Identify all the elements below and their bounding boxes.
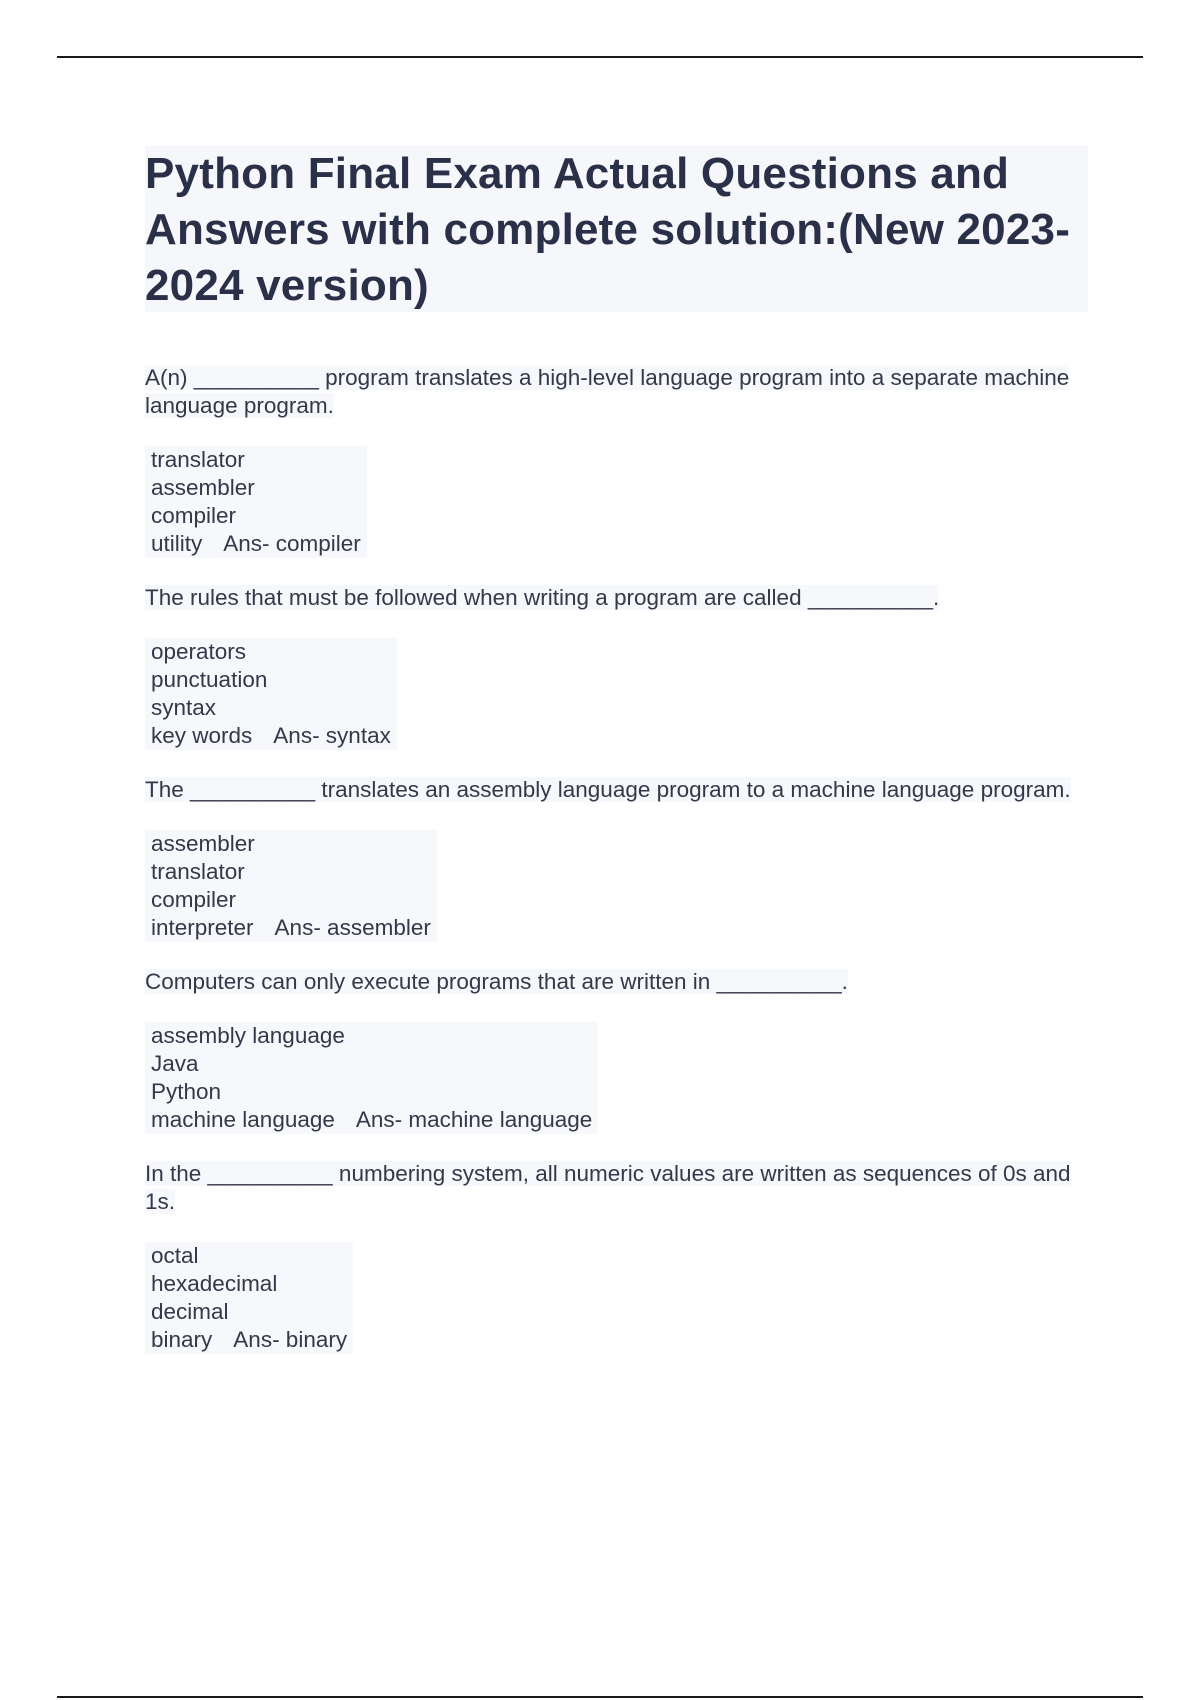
option-list bbox=[145, 446, 367, 558]
document-title: Python Final Exam Actual Questions and Answers with complete solution:(New 2023-2024 version) bbox=[145, 149, 1071, 310]
option-list bbox=[145, 830, 437, 942]
answer-text: Ans- assembler bbox=[274, 915, 431, 940]
question-text: The rules that must be followed when writing a program are called __________. bbox=[145, 585, 940, 610]
question-item bbox=[145, 1160, 1088, 1354]
question-item bbox=[145, 364, 1088, 558]
question-text: Computers can only execute programs that are written in __________. bbox=[145, 969, 848, 994]
option: operators bbox=[151, 639, 247, 664]
question-text: In the __________ numbering system, all numeric values are written as sequences of 0s and 1s. bbox=[145, 1161, 1071, 1214]
answer-text: Ans- binary bbox=[233, 1327, 348, 1352]
option: utility bbox=[151, 531, 203, 556]
answer-text: Ans- compiler bbox=[223, 531, 361, 556]
question-item bbox=[145, 968, 1088, 1134]
option: assembler bbox=[151, 831, 255, 856]
question-list bbox=[145, 364, 1088, 1354]
option: key words bbox=[151, 723, 253, 748]
option: hexadecimal bbox=[151, 1271, 278, 1296]
option: compiler bbox=[151, 503, 237, 528]
option: decimal bbox=[151, 1299, 229, 1324]
top-rule bbox=[57, 56, 1143, 58]
option: assembly language bbox=[151, 1023, 345, 1048]
question-text: The __________ translates an assembly language program to a machine language program. bbox=[145, 777, 1071, 802]
option-list bbox=[145, 638, 397, 750]
option: interpreter bbox=[151, 915, 254, 940]
question-item bbox=[145, 584, 1088, 750]
option: punctuation bbox=[151, 667, 268, 692]
option: Python bbox=[151, 1079, 222, 1104]
option-list bbox=[145, 1022, 598, 1134]
question-item bbox=[145, 776, 1088, 942]
answer-text: Ans- syntax bbox=[273, 723, 391, 748]
option: binary bbox=[151, 1327, 213, 1352]
option: octal bbox=[151, 1243, 199, 1268]
document-body bbox=[145, 146, 1088, 1380]
option: machine language bbox=[151, 1107, 335, 1132]
option: translator bbox=[151, 447, 245, 472]
option: Java bbox=[151, 1051, 199, 1076]
title-block bbox=[145, 146, 1088, 312]
bottom-rule bbox=[57, 1696, 1143, 1698]
option: translator bbox=[151, 859, 245, 884]
option: compiler bbox=[151, 887, 237, 912]
answer-text: Ans- machine language bbox=[355, 1107, 593, 1132]
option-list bbox=[145, 1242, 353, 1354]
option: syntax bbox=[151, 695, 217, 720]
option: assembler bbox=[151, 475, 255, 500]
question-text: A(n) __________ program translates a high-level language program into a separate machine language program. bbox=[145, 365, 1070, 418]
